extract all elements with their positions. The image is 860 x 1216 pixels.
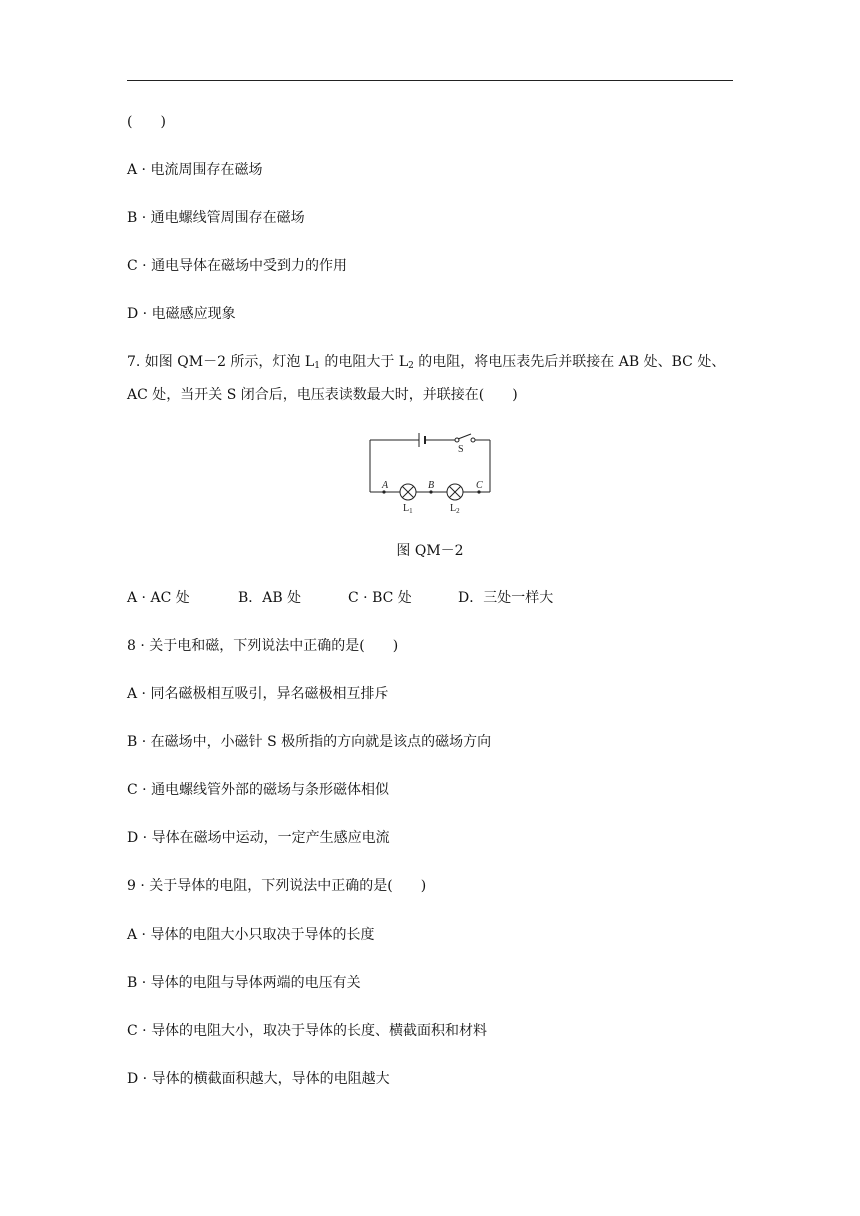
q7-options-row — [127, 589, 553, 607]
q9-option-d: D · 导体的横截面积越大，导体的电阻越大 — [127, 1071, 390, 1087]
lamp1-label-letter: L — [403, 503, 410, 514]
q7-stem-part1: 7. 如图 QM－2 所示，灯泡 L — [127, 354, 315, 370]
q7-stem-line2: AC 处，当开关 S 闭合后，电压表读数最大时，并联接在( ) — [127, 387, 518, 403]
q6-option-d: D · 电磁感应现象 — [127, 306, 236, 322]
q7-stem-line1 — [127, 353, 725, 371]
lamp2-label-sub: 2 — [456, 507, 460, 515]
q9-option-b: B · 导体的电阻与导体两端的电压有关 — [127, 975, 361, 991]
circuit-svg — [367, 430, 493, 516]
lamp2-label — [450, 503, 460, 515]
circuit-diagram — [367, 430, 493, 516]
switch-contact — [471, 438, 475, 442]
q7-option-d: D．三处一样大 — [458, 590, 554, 606]
q7-stem-part3: 的电阻，将电压表先后并联接在 AB 处、BC 处、 — [413, 354, 726, 370]
q8-option-d: D · 导体在磁场中运动，一定产生感应电流 — [127, 830, 390, 846]
lamp1-label — [403, 503, 413, 515]
switch-blade — [458, 434, 471, 439]
lamp2-label-letter: L — [450, 503, 457, 514]
q8-stem: 8 · 关于电和磁，下列说法中正确的是( ) — [127, 638, 399, 654]
q8-option-b: B · 在磁场中，小磁针 S 极所指的方向就是该点的磁场方向 — [127, 734, 492, 750]
q7-stem-part2: 的电阻大于 L — [319, 354, 409, 370]
header-rule — [127, 80, 733, 81]
point-a-label: A — [382, 480, 389, 491]
q8-option-c: C · 通电螺线管外部的磁场与条形磁体相似 — [127, 782, 390, 798]
figure-caption: 图 QM－2 — [396, 543, 464, 559]
q7-option-b: B．AB 处 — [238, 590, 302, 606]
q9-option-c: C · 导体的电阻大小，取决于导体的长度、横截面积和材料 — [127, 1023, 488, 1039]
q9-option-a: A · 导体的电阻大小只取决于导体的长度 — [127, 927, 375, 943]
q7-option-c: C · BC 处 — [348, 590, 412, 606]
q6-option-c: C · 通电导体在磁场中受到力的作用 — [127, 258, 348, 274]
q6-answer-paren: ( ) — [127, 114, 166, 130]
q7-stem-sub1: 1 — [314, 361, 320, 371]
q7-stem-sub2: 2 — [408, 361, 414, 371]
q6-option-b: B · 通电螺线管周围存在磁场 — [127, 210, 305, 226]
q9-stem: 9 · 关于导体的电阻，下列说法中正确的是( ) — [127, 878, 427, 894]
q7-option-a: A · AC 处 — [127, 590, 190, 606]
q6-option-a: A · 电流周围存在磁场 — [127, 162, 263, 178]
point-c-label: C — [476, 480, 483, 491]
q8-option-a: A · 同名磁极相互吸引，异名磁极相互排斥 — [127, 686, 389, 702]
point-b-label: B — [428, 480, 435, 491]
lamp1-label-sub: 1 — [409, 507, 413, 515]
switch-label: S — [458, 444, 464, 455]
